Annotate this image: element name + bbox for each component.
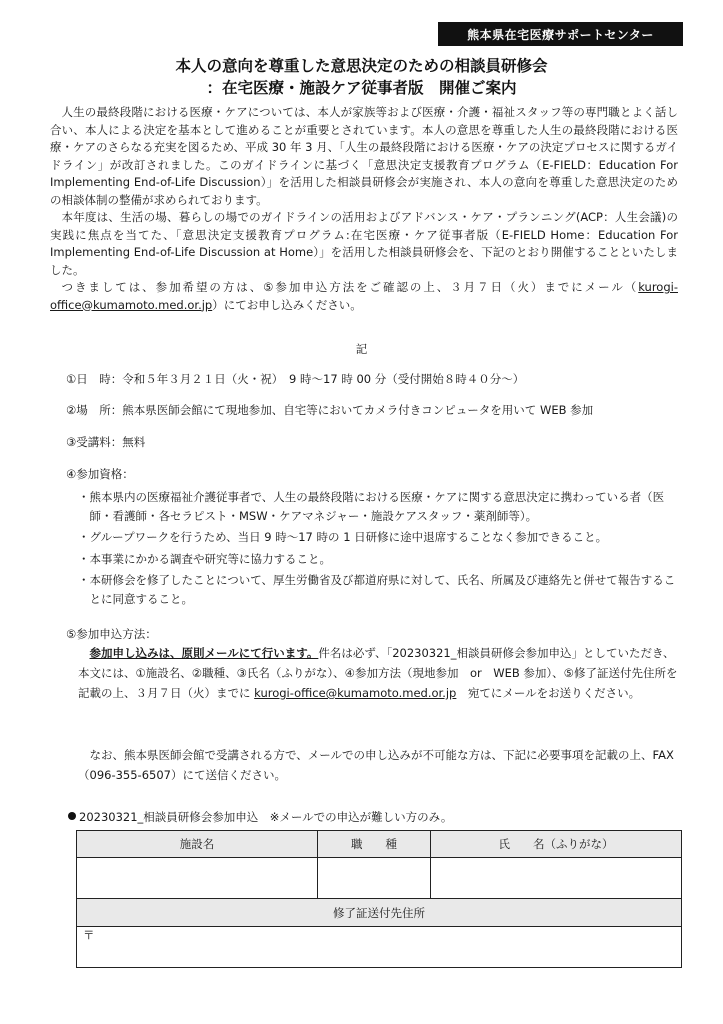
- apply-section: [78, 643, 678, 703]
- col-facility-header: 施設名: [77, 831, 318, 858]
- address-field[interactable]: [77, 927, 682, 968]
- page-title-line1: 本人の意向を尊重した意思決定のための相談員研修会: [175, 57, 548, 75]
- apply-bold-text: 参加申し込みは、原則メールにて行います。: [89, 646, 319, 660]
- intro-paragraph-2: 本年度は、生活の場、暮らしの場でのガイドラインの活用およびアドバンス・ケア・プランニング(ACP：人生会議)の実践に焦点を当てた、「意思決定支援教育プログラム:在宅医療・ケア従事者版（E-FIELD Home：Education For Implementing End-of-Life Discussion at Home）」を活用した相談員研修会を、下記のとおり開催することといたしました。: [50, 210, 678, 277]
- name-field[interactable]: [431, 858, 682, 899]
- form-label: [68, 809, 452, 825]
- intro-section: [50, 104, 678, 314]
- ki-heading: 記: [355, 342, 368, 356]
- intro-email-link[interactable]: kurogi-office@kumamoto.med.or.jp: [50, 280, 678, 312]
- intro-paragraph-1: 人生の最終段階における医療・ケアについては、本人が家族等および医療・介護・福祉スタッフ等の専門職とよく話し合い、本人による決定を基本として進めることが重要とされています。本人の意思を尊重した人生の最終段階における医療・ケアのさらなる充実を図るため、平成 30 年 3 月、「人生の最終段階における医療・ケアの決定プロセスに関するガイドライン」が改訂されました。このガイドラインに基づく「意思決定支援教育プログラム（E-FIELD：Education For Implementing End-of-Life Discussion）」を活用した相談員研修会が実施され、本人の意向を尊重した意思決定のための相談体制の整備が求められております。: [50, 105, 679, 207]
- qualification-item: ・本事業にかかる調査や研究等に協力すること。: [78, 551, 331, 566]
- intro-p3-after: ）にてお申し込みください。: [212, 297, 362, 312]
- page-title-line2: ：在宅医療・施設ケア従事者版 開催ご案内: [206, 79, 517, 97]
- job-field[interactable]: [318, 858, 431, 899]
- col-job-header: 職 種: [318, 831, 431, 858]
- item-date: ①日 時：令和５年３月２１日（火・祝） 9 時～17 時 00 分（受付開始８時４０分～）: [66, 372, 525, 386]
- apply-text-2: 宛てにメールをお送りください。: [456, 686, 641, 700]
- item-apply-title: ⑤参加申込方法：: [66, 627, 157, 641]
- col-name-header: 氏 名（ふりがな）: [431, 831, 682, 858]
- qualification-item: ・本研修会を修了したことについて、厚生労働省及び都道府県に対して、氏名、所属及び連絡先と併せて報告することに同意すること。: [78, 573, 676, 606]
- apply-text-1: 件名は必ず、「20230321_相談員研修会参加申込」としていただき、本文には、①施設名、②職種、③氏名（ふりがな）、④参加方法（現地参加 or WEB 参加）、⑤修了証送付先住所を記載の上、３月７日（火）までに: [78, 646, 678, 700]
- item-place: ②場 所：熊本県医師会館にて現地参加、自宅等においてカメラ付きコンピュータを用いて WEB 参加: [66, 403, 594, 417]
- application-form-table: [76, 830, 682, 968]
- qualification-item: ・グループワークを行うため、当日 9 時～17 時の 1 日研修に途中退席することなく参加できること。: [78, 530, 608, 544]
- form-label-text: 20230321_相談員研修会参加申込 ※メールでの申込が難しい方のみ。: [79, 810, 453, 824]
- intro-paragraph-3: [50, 279, 678, 314]
- address-header: 修了証送付先住所: [77, 899, 682, 927]
- facility-field[interactable]: [77, 858, 318, 899]
- item-qualification-title: ④参加資格：: [66, 467, 134, 481]
- intro-p3-before: つきましては、参加希望の方は、⑤参加申込方法をご確認の上、３月７日（火）までにメール（: [61, 280, 639, 294]
- apply-paragraph: [78, 643, 678, 703]
- qualification-item: ・熊本県内の医療福祉介護従事者で、人生の最終段階における医療・ケアに関する意思決定に携わっている者（医師・看護師・各セラピスト・MSW・ケアマネジャー・施設ケアスタッフ・薬剤師等）。: [78, 490, 665, 523]
- item-fee: ③受講料：無料: [66, 435, 146, 449]
- apply-email-link[interactable]: kurogi-office@kumamoto.med.or.jp: [254, 686, 457, 700]
- fax-note: なお、熊本県医師会館で受講される方で、メールでの申し込みが不可能な方は、下記に必要事項を記載の上、FAX（096-355-6507）にて送信ください。: [78, 748, 674, 782]
- organization-badge: 熊本県在宅医療サポートセンター: [438, 22, 683, 46]
- fax-note-section: [78, 745, 678, 785]
- qualification-list: [78, 488, 680, 611]
- bullet-dot-icon: [68, 812, 76, 820]
- postal-mark: 〒: [83, 928, 95, 942]
